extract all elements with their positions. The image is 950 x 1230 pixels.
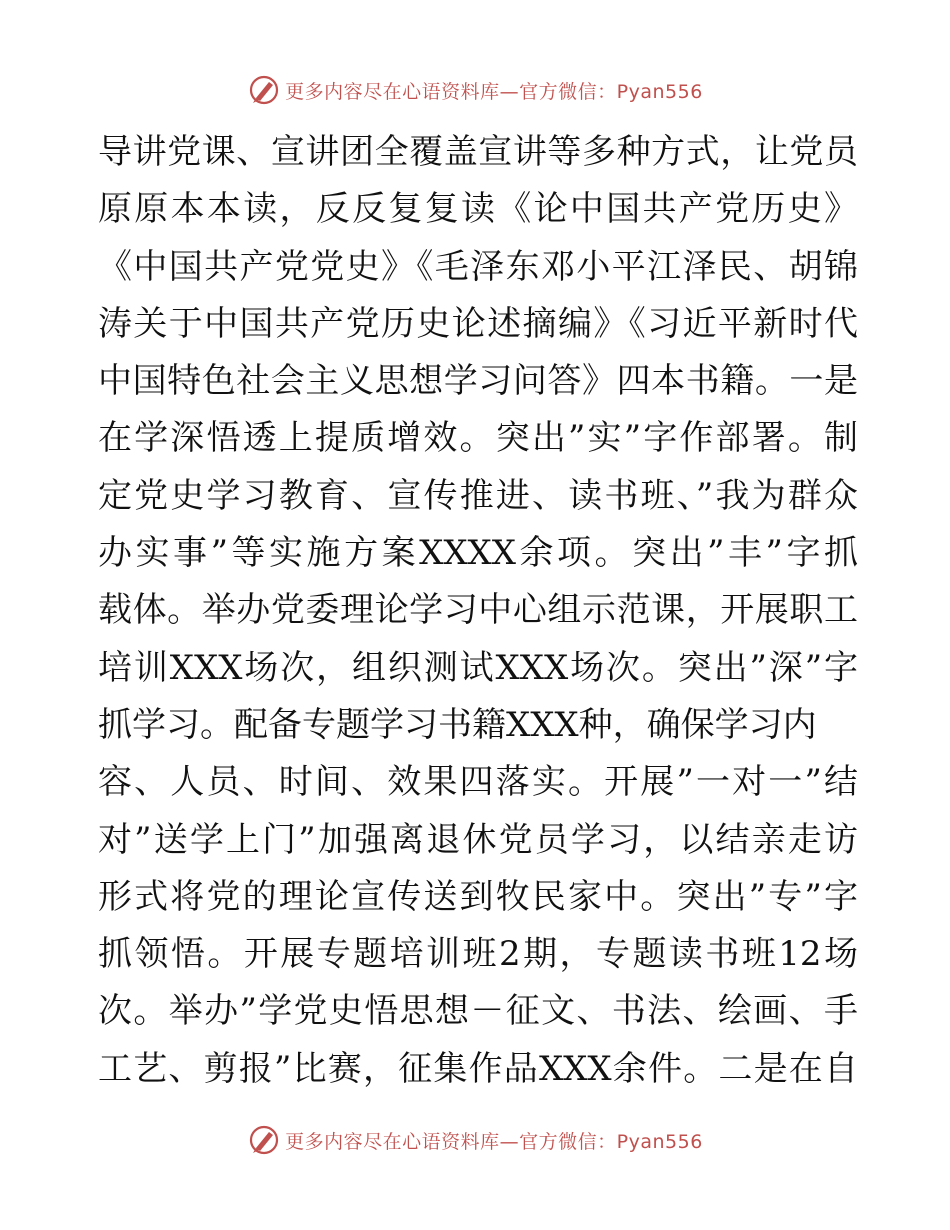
paragraph-line: 定党史学习教育、宣传推进、读书班、”我为群众 — [98, 475, 858, 516]
document-body — [98, 124, 858, 1098]
paragraph-line: 形式将党的理论宣传送到牧民家中。突出”专”字 — [98, 876, 858, 917]
paragraph-line: 原原本本读，反反复复读《论中国共产党历史》 — [98, 189, 858, 230]
paragraph-line: 对”送学上门”加强离退休党员学习，以结亲走访 — [98, 819, 858, 860]
paragraph-line: 容、人员、时间、效果四落实。开展”一对一”结 — [98, 762, 858, 803]
header-watermark-text: 更多内容尽在心语资料库—官方微信：Pyan556 — [285, 80, 703, 103]
paragraph-line: 涛关于中国共产党历史论述摘编》《习近平新时代 — [98, 303, 858, 344]
pen-logo-icon — [247, 73, 281, 107]
paragraph-line: 工艺、剪报”比赛，征集作品XXX余件。二是在自 — [98, 1048, 858, 1089]
paragraph-line: 办实事”等实施方案XXXX余项。突出”丰”字抓 — [98, 533, 858, 574]
paragraph-line: 抓领悟。开展专题培训班2期，专题读书班12场 — [98, 934, 858, 975]
pen-logo-icon — [247, 1123, 281, 1157]
paragraph-line: 在学深悟透上提质增效。突出”实”字作部署。制 — [98, 418, 858, 459]
paragraph-line: 《中国共产党党史》《毛泽东邓小平江泽民、胡锦 — [98, 246, 858, 287]
footer-watermark-text: 更多内容尽在心语资料库—官方微信：Pyan556 — [285, 1130, 703, 1153]
paragraph-line: 培训XXX场次，组织测试XXX场次。突出”深”字 — [98, 647, 858, 688]
footer-banner — [0, 1120, 950, 1160]
paragraph-line: 次。举办”学党史悟思想－征文、书法、绘画、手 — [98, 991, 858, 1032]
header-banner — [0, 70, 950, 110]
paragraph-line: 载体。举办党委理论学习中心组示范课，开展职工 — [98, 590, 858, 631]
paragraph-line: 中国特色社会主义思想学习问答》四本书籍。一是 — [98, 361, 858, 402]
paragraph-line: 导讲党课、宣讲团全覆盖宣讲等多种方式，让党员 — [98, 132, 858, 172]
paragraph-line: 抓学习。配备专题学习书籍XXX种，确保学习内 — [98, 704, 817, 745]
